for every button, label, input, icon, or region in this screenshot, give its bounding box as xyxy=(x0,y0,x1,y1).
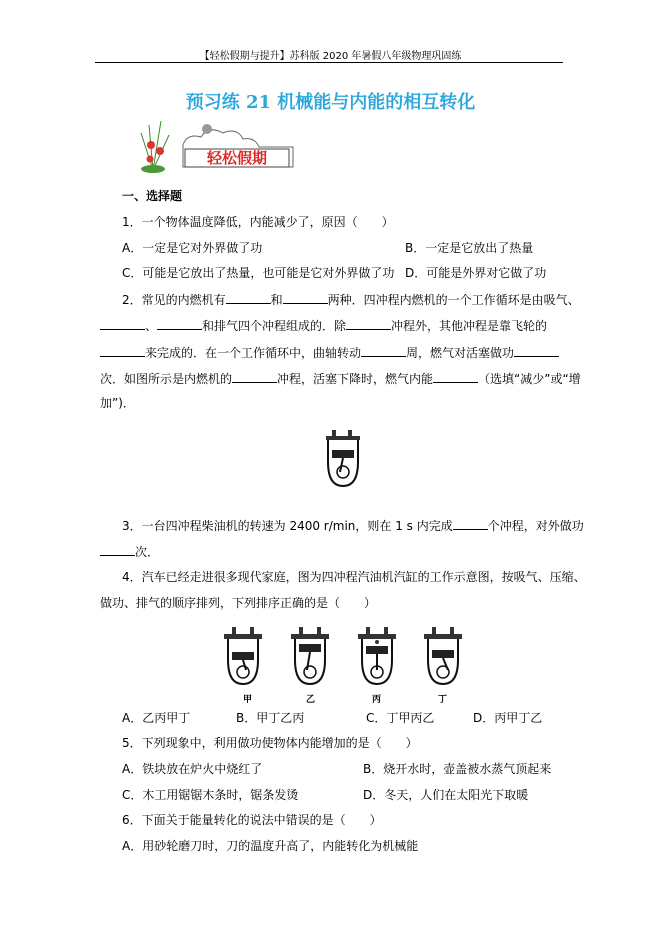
answer-blank[interactable] xyxy=(361,344,406,357)
answer-blank[interactable] xyxy=(232,370,277,383)
q1-option-b: B．一定是它放出了热量 xyxy=(405,241,534,255)
q6-stem: 6．下面关于能量转化的说法中错误的是（ ） xyxy=(122,813,382,827)
q4-option-d: D．丙甲丁乙 xyxy=(473,711,543,725)
answer-blank[interactable] xyxy=(514,344,559,357)
q6-option-a: A．用砂轮磨刀时，刀的温度升高了，内能转化为机械能 xyxy=(122,839,419,853)
q5-stem: 5．下列现象中，利用做功使物体内能增加的是（ ） xyxy=(122,736,418,750)
answer-blank[interactable] xyxy=(433,370,478,383)
q2-line-4: 次．如图所示是内燃机的 冲程，活塞下降时，燃气内能 （选填“减少”或“增 xyxy=(100,372,581,386)
q5-option-b: B．烧开水时，壶盖被水蒸气顶起来 xyxy=(363,762,552,776)
engine-label-bing: 丙 xyxy=(372,695,382,705)
section-heading: 一、选择题 xyxy=(122,189,183,203)
q2-line-5: 加”)． xyxy=(100,396,135,410)
q1-option-a: A．一定是它对外界做了功 xyxy=(122,241,263,255)
engine-figure-icon xyxy=(318,428,368,490)
q1-stem: 1．一个物体温度降低，内能减少了，原因（ ） xyxy=(122,215,394,229)
answer-blank[interactable] xyxy=(100,344,145,357)
q5-option-a: A．铁块放在炉火中烧红了 xyxy=(122,762,263,776)
q1-option-d: D．可能是外界对它做了功 xyxy=(405,266,547,280)
engine-label-ding: 丁 xyxy=(438,695,448,705)
q3-line-1: 3．一台四冲程柴油机的转速为 2400 r/min，则在 1 s 内完成 个冲程，对外做功 xyxy=(122,519,584,533)
answer-blank[interactable] xyxy=(453,517,488,530)
q2-line-1: 2．常见的内燃机有 和 两种．四冲程内燃机的一个工作循环是由吸气、 xyxy=(122,293,580,307)
answer-blank[interactable] xyxy=(226,291,271,304)
q5-option-d: D．冬天，人们在太阳光下取暖 xyxy=(363,788,529,802)
holiday-logo xyxy=(135,115,295,173)
engine-bing-icon xyxy=(352,626,402,688)
q3-line-2: 次． xyxy=(100,543,159,560)
engine-jia-icon xyxy=(218,626,268,688)
q2-line-2: 、 和排气四个冲程组成的．除 冲程外，其他冲程是靠飞轮的 xyxy=(100,317,547,334)
engine-label-jia: 甲 xyxy=(243,695,253,705)
answer-blank[interactable] xyxy=(157,317,202,330)
answer-blank[interactable] xyxy=(283,291,328,304)
q4-stem-2: 做功、排气的顺序排列，下列排序正确的是（ ） xyxy=(100,596,377,610)
svg-text:轻松假期: 轻松假期 xyxy=(206,149,268,167)
engine-label-yi: 乙 xyxy=(306,695,316,705)
page-header: 【轻松假期与提升】苏科版 2020 年暑假八年级物理巩固练 xyxy=(199,51,462,62)
answer-blank[interactable] xyxy=(100,317,145,330)
engine-yi-icon xyxy=(285,626,335,688)
q4-option-a: A．乙丙甲丁 xyxy=(122,711,191,725)
header-rule xyxy=(95,62,563,63)
answer-blank[interactable] xyxy=(346,317,391,330)
flower-icon xyxy=(141,121,169,173)
answer-blank[interactable] xyxy=(100,543,135,556)
q1-option-c: C．可能是它放出了热量，也可能是它对外界做了功 xyxy=(122,266,395,280)
q5-option-c: C．木工用锯锯木条时，锯条发烫 xyxy=(122,788,299,802)
engine-ding-icon xyxy=(418,626,468,688)
q4-stem-1: 4．汽车已经走进很多现代家庭，图为四冲程汽油机汽缸的工作示意图，按吸气、压缩、 xyxy=(122,570,586,584)
page-title: 预习练 21 机械能与内能的相互转化 xyxy=(185,92,476,113)
q4-option-c: C．丁甲丙乙 xyxy=(366,711,435,725)
q4-option-b: B．甲丁乙丙 xyxy=(236,711,305,725)
q2-line-3: 来完成的．在一个工作循环中，曲轴转动 周，燃气对活塞做功 xyxy=(100,344,559,361)
